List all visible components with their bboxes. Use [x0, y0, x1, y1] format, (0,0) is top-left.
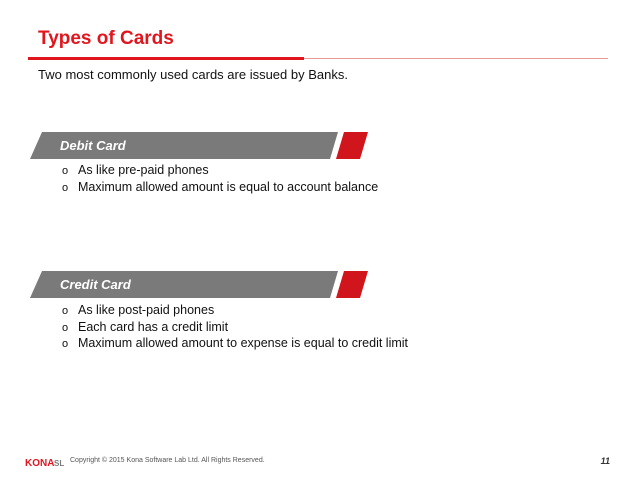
copyright-text: Copyright © 2015 Kona Software Lab Ltd. All Rights Reserved.	[70, 457, 265, 464]
list-item: o As like post-paid phones	[62, 303, 408, 320]
bullet-marker: o	[62, 305, 69, 317]
list-item: o Maximum allowed amount is equal to account balance	[62, 180, 378, 197]
debit-card-banner	[30, 132, 368, 159]
credit-card-bullets	[62, 303, 408, 353]
bullet-marker: o	[62, 181, 69, 194]
slide-title: Types of Cards	[38, 28, 174, 49]
bullet-marker: o	[62, 338, 69, 350]
credit-card-banner	[30, 271, 368, 298]
title-underline-accent	[28, 57, 304, 60]
bullet-marker: o	[62, 321, 69, 334]
svg-text:SL: SL	[54, 459, 65, 468]
svg-text:KONA: KONA	[25, 458, 55, 468]
debit-card-label: Debit Card	[60, 138, 126, 153]
kona-sl-logo	[25, 456, 65, 468]
bullet-marker: o	[62, 165, 69, 177]
slide-subtitle: Two most commonly used cards are issued by Banks.	[38, 67, 348, 82]
page-number: 11	[600, 456, 610, 466]
title-underline-thin	[304, 58, 608, 59]
list-item: o Maximum allowed amount to expense is equal to credit limit	[62, 336, 408, 353]
credit-card-label: Credit Card	[60, 277, 131, 292]
debit-card-bullets	[62, 163, 378, 196]
list-item: o As like pre-paid phones	[62, 163, 378, 180]
list-item: o Each card has a credit limit	[62, 320, 408, 337]
